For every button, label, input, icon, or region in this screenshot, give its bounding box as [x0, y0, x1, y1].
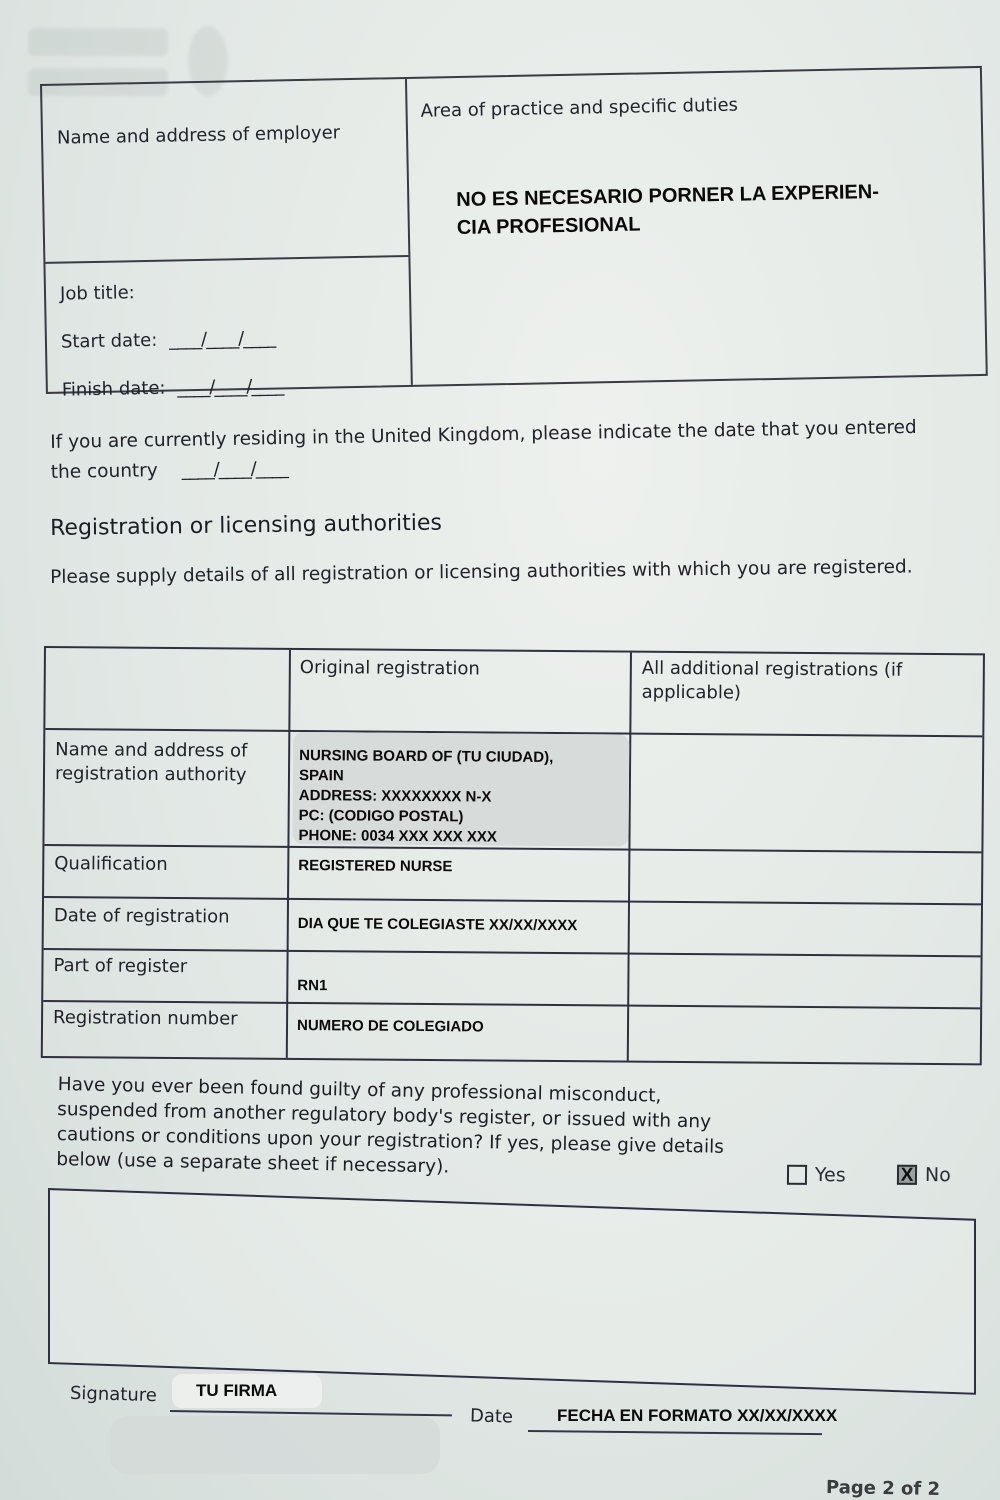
finish-date-field[interactable]: [62, 375, 284, 400]
row-label-authority: Name and address of registration authority: [54, 739, 248, 786]
section-intro: Please supply details of all registration or licensing authorities with which you are registered.: [50, 556, 913, 588]
employer-name-address-field[interactable]: [42, 79, 408, 264]
row-label-part-of-register: Part of register: [53, 955, 188, 978]
start-date-field[interactable]: [61, 328, 276, 353]
row-label-registration-number: Registration number: [52, 1007, 238, 1030]
uk-entry-date-blank[interactable]: ____/____/____: [181, 457, 288, 481]
row-label-qualification: Qualification: [54, 853, 168, 875]
date-of-registration-value[interactable]: DIA QUE TE COLEGIASTE XX/XX/XXXX: [297, 915, 578, 935]
signature-label: Signature: [69, 1382, 158, 1407]
misconduct-details-field[interactable]: [48, 1188, 976, 1395]
column-divider: [286, 650, 291, 1058]
signature-smudge: [110, 1416, 440, 1474]
finish-date-blank[interactable]: ____/____/____: [177, 375, 284, 399]
signature-field[interactable]: TU FIRMA: [196, 1381, 278, 1400]
misconduct-question: Have you ever been found guilty of any professional misconduct, suspended from another regulatory body's register, or issued with any cautions or conditions upon your registration? If yes, please give details below (use a separate sheet if necessary).: [56, 1073, 725, 1178]
job-title-field[interactable]: [60, 282, 135, 304]
column-header-original: Original registration: [299, 657, 480, 680]
area-of-practice-note: NO ES NECESARIO PORNER LA EXPERIEN- CIA PROFESIONAL: [456, 180, 880, 240]
part-of-register-value[interactable]: RN1: [297, 977, 328, 995]
employer-left-column: [42, 79, 413, 401]
area-of-practice-label: Area of practice and specific duties: [420, 94, 739, 122]
authority-value[interactable]: NURSING BOARD OF (TU CIUDAD), SPAIN ADDRESS: XXXXXXXX N-X PC: (CODIGO POSTAL) PHONE: 0034 XXX XXX XXX: [298, 747, 554, 846]
row-divider: [44, 896, 981, 905]
employer-name-address-label: Name and address of employer: [56, 122, 341, 149]
start-date-label: Start date:: [60, 329, 158, 353]
section-title: Registration or licensing authorities: [50, 510, 443, 541]
yes-option[interactable]: [787, 1164, 846, 1187]
job-title-label: Job title:: [59, 282, 135, 305]
no-label: No: [924, 1164, 951, 1187]
signature-date-field[interactable]: FECHA EN FORMATO XX/XX/XXXX: [557, 1406, 838, 1425]
registration-number-value[interactable]: NUMERO DE COLEGIADO: [296, 1016, 484, 1036]
finish-date-label: Finish date:: [61, 377, 166, 401]
page-number: Page 2 of 2: [825, 1477, 941, 1500]
start-date-blank[interactable]: ____/____/____: [168, 327, 276, 351]
column-divider: [627, 653, 632, 1061]
column-header-additional: All additional registrations (if applicable): [641, 657, 903, 704]
no-checkbox[interactable]: X: [897, 1165, 917, 1185]
uk-residence-question: [50, 412, 951, 488]
signature-date-label: Date: [469, 1405, 514, 1428]
yes-checkbox[interactable]: [787, 1165, 807, 1185]
registration-table: [41, 646, 985, 1065]
row-label-date-of-registration: Date of registration: [53, 905, 230, 928]
no-option[interactable]: [897, 1164, 951, 1187]
employer-section: [40, 66, 988, 401]
signature-date-line: [528, 1430, 822, 1435]
yes-label: Yes: [814, 1163, 846, 1187]
qualification-value[interactable]: REGISTERED NURSE: [298, 857, 453, 876]
uk-residence-text: If you are currently residing in the United Kingdom, please indicate the date that you entered the country: [50, 416, 917, 483]
